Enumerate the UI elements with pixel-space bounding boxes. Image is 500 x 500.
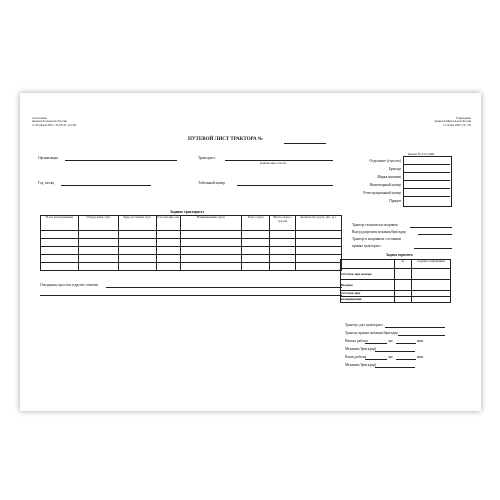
approval-right — [434, 117, 471, 127]
mechanic-label: Механик (бригадир) — [345, 347, 377, 351]
remarks-label: Опоздания, простои и другие отметки — [40, 283, 99, 287]
right-note: Трактор технически исправен — [352, 223, 398, 227]
fuel-row-label: Остаток при выезде — [341, 269, 395, 280]
vehicle-box-rule — [403, 188, 450, 189]
vehicle-box-rule — [403, 164, 450, 165]
work-end-label: Конец работы — [345, 355, 367, 359]
right-field-label: Марка машины — [377, 175, 401, 179]
right-field-label: Бригада — [388, 167, 401, 171]
fuel-row-label: Выдано — [341, 280, 395, 291]
approval-left-line: Согласовано — [32, 117, 47, 120]
fuel-row-label: возвращении — [341, 297, 395, 303]
right-field-label: Прицеп — [389, 199, 401, 203]
task-table-title: Задание трактористу — [170, 210, 205, 214]
task-table — [40, 215, 342, 271]
table-row — [41, 255, 342, 263]
signature-line — [414, 248, 452, 249]
fuel-row-label: Остаток при — [341, 291, 395, 297]
task-col-header: Куда доставить груз — [118, 216, 156, 231]
right-field-label: Регистрационный номер — [363, 191, 401, 195]
number-line — [284, 143, 326, 144]
minutes-unit: мин. — [417, 355, 425, 359]
fuel-col-signature: подпись заправщика — [412, 260, 451, 269]
table-row — [341, 280, 451, 291]
approval-left-line: письмом Госкомстата России — [32, 120, 67, 124]
vehicle-box-rule — [403, 180, 450, 181]
table-row — [41, 231, 342, 239]
table-row — [341, 269, 451, 280]
form-code: Форма № 412-АПК — [408, 152, 435, 156]
table-row — [41, 247, 342, 255]
mechanic-label: Механик (бригадир) — [345, 363, 377, 367]
hours-unit: час. — [388, 355, 394, 359]
organization-line — [65, 160, 177, 161]
task-table-header-row — [41, 216, 342, 231]
organization-label: Организация — [38, 156, 58, 160]
vehicle-box-rule — [403, 172, 450, 173]
right-note: Трактор в исправном состоянии — [352, 237, 401, 241]
right-note: Выезд разрешен механик/бригадир — [352, 230, 406, 234]
fuel-col-code: кг — [394, 260, 412, 269]
handover-note: Трактор сдал тракторист — [345, 323, 383, 327]
date-label: Год, месяц — [38, 181, 55, 185]
time-line — [396, 343, 416, 344]
task-col-header: Откуда взять груз — [78, 216, 118, 231]
task-col-header: Класс груза — [242, 216, 270, 231]
handover-note: Трактор принял механик/бригадир — [345, 331, 398, 335]
tractorist-label: Тракторист — [198, 156, 216, 160]
hours-unit: час. — [388, 339, 394, 343]
approval-left — [32, 117, 77, 127]
signature-line — [375, 367, 415, 368]
tab-number-label: Табельный номер — [198, 181, 225, 185]
right-field-label: Инвентарный номер — [369, 183, 401, 187]
table-row — [41, 263, 342, 271]
date-line — [61, 185, 151, 186]
right-note: принял тракторист — [352, 244, 381, 248]
task-col-header: Количество груза, шт., ц, т — [296, 216, 342, 231]
signature-line — [385, 327, 445, 328]
approval-right-line: приказом Минсельхоза России — [434, 120, 471, 124]
signature-line — [398, 335, 445, 336]
remarks-line — [40, 295, 342, 296]
table-row — [341, 297, 451, 303]
tab-number-line — [237, 185, 333, 186]
time-line — [396, 359, 416, 360]
tractorist-hint: фамилия, имя, отчество — [260, 162, 287, 165]
task-col-header: Расстоя-ние, км — [156, 216, 180, 231]
vehicle-box-rule — [403, 196, 450, 197]
minutes-unit: мин. — [417, 339, 425, 343]
page-title: ПУТЕВОЙ ЛИСТ ТРАКТОРА № — [188, 137, 263, 142]
work-start-label: Начало работы — [345, 339, 368, 343]
task-col-header: Число ездок с грузом — [270, 216, 296, 231]
task-col-header: В чье распоряжение — [41, 216, 79, 231]
fuel-table-title: Задача горючего — [386, 253, 413, 257]
task-col-header: Наименование груза — [180, 216, 242, 231]
table-row — [41, 239, 342, 247]
fuel-table — [340, 259, 451, 303]
approval-left-line: от 18 апреля 2001 г. № ЕЕ-01-11/1301 — [32, 123, 77, 127]
signature-line — [375, 351, 415, 352]
tractorist-line — [225, 160, 333, 161]
waybill-sheet — [20, 93, 481, 411]
fuel-header-row — [341, 260, 451, 269]
time-line — [365, 359, 387, 360]
time-line — [365, 343, 387, 344]
signature-line — [418, 234, 452, 235]
approval-right-line: от 16 мая 2003 г. № 750 — [443, 123, 471, 127]
approval-right-line: Утверждены — [455, 117, 471, 120]
right-field-label: Отделение (участок) — [369, 159, 401, 163]
signature-line — [410, 227, 452, 228]
remarks-line — [106, 287, 342, 288]
